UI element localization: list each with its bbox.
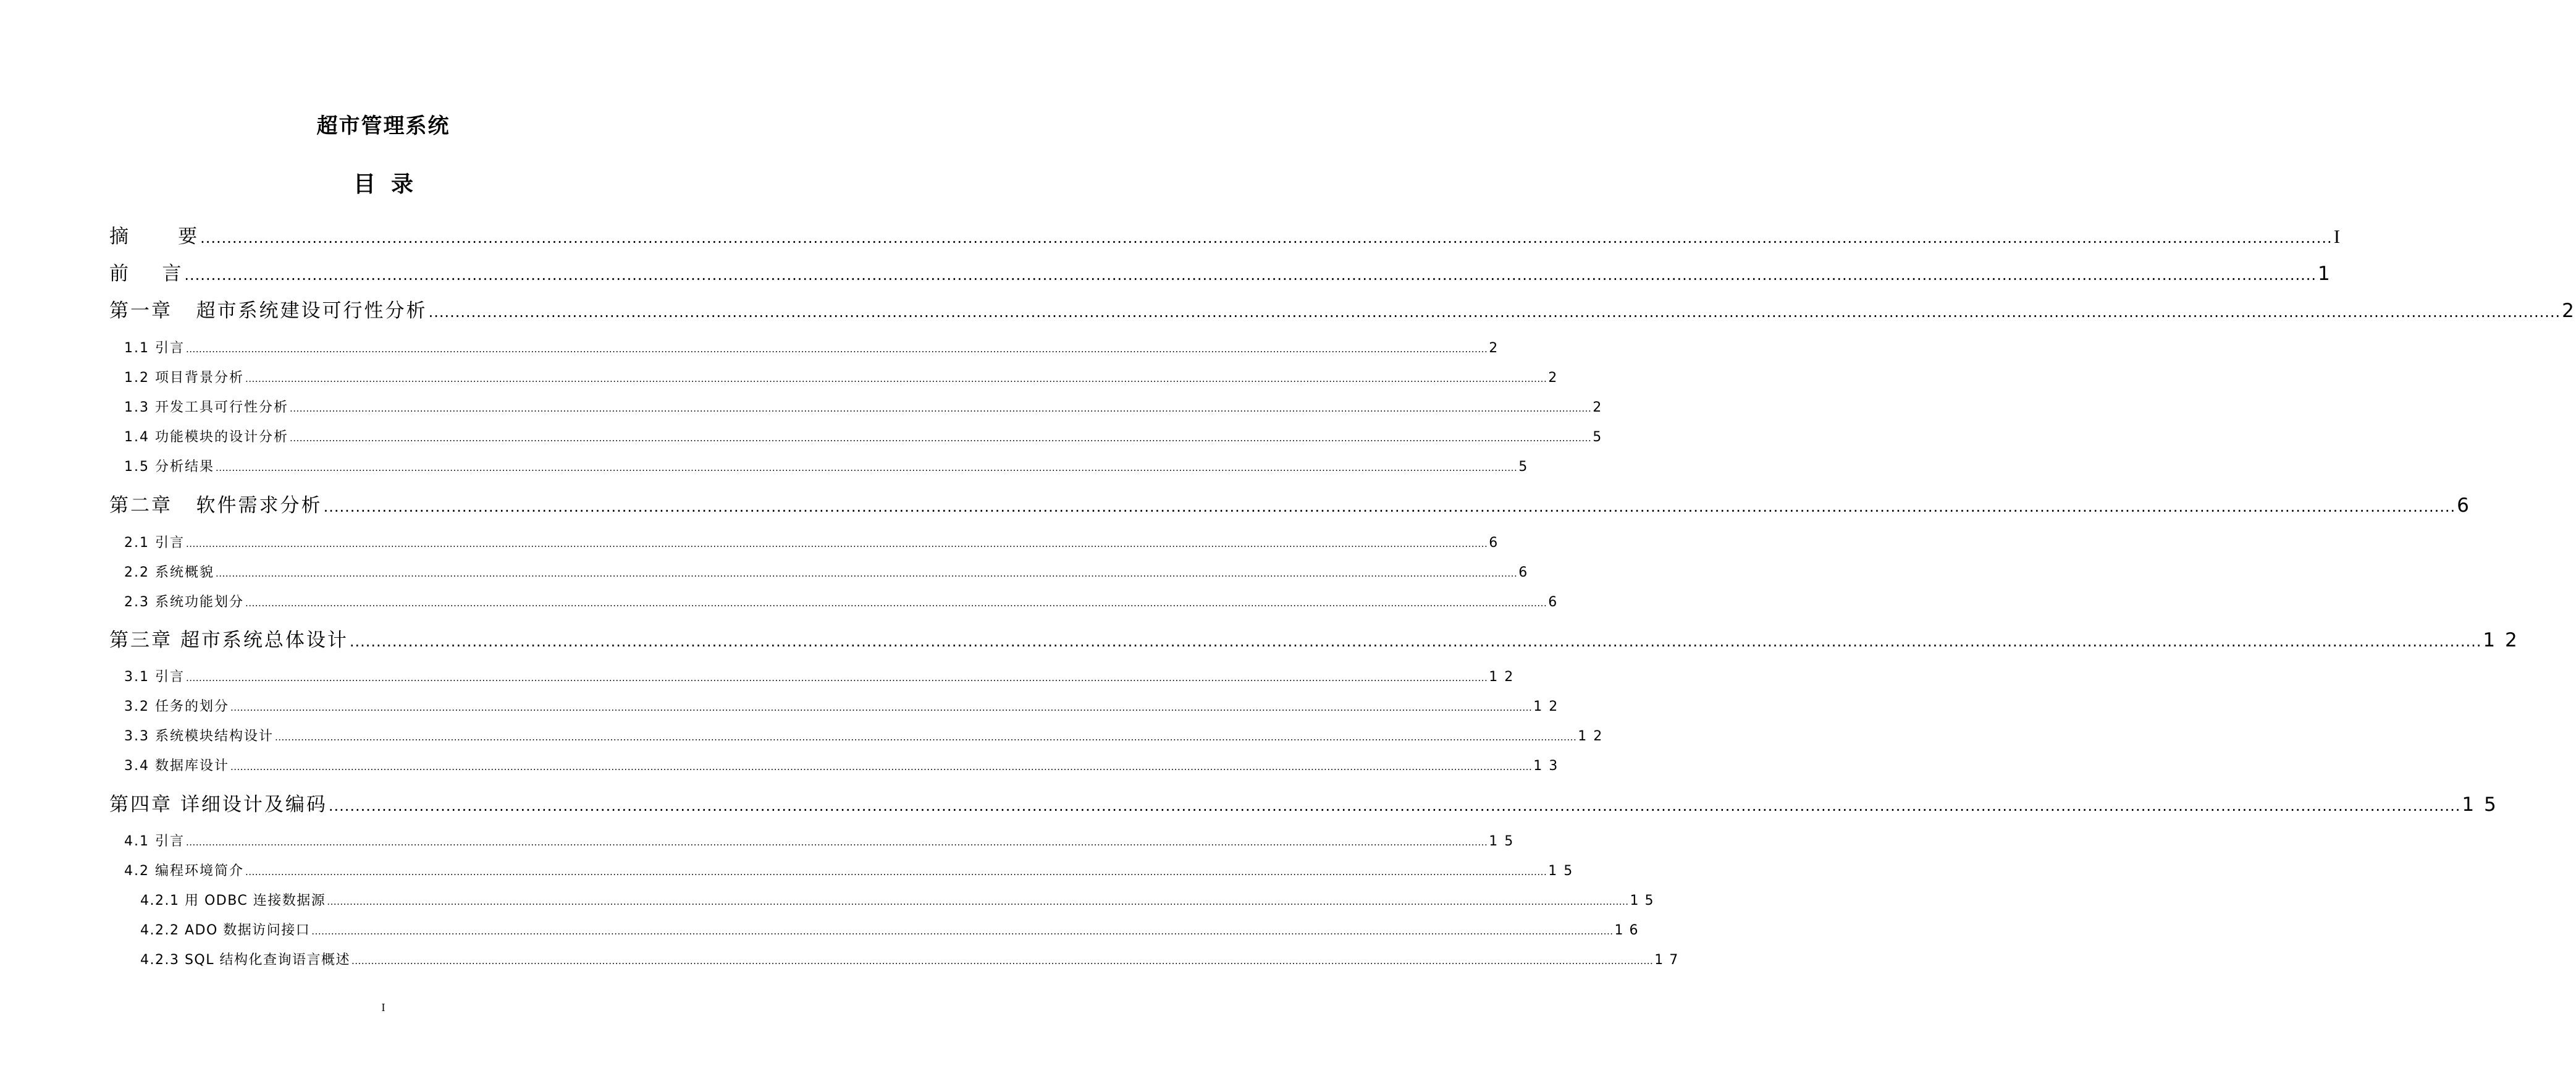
toc-entry-label: 摘 要 [109,226,200,248]
toc-entry-page: 1 2 [1578,729,1604,744]
toc-entry-page: 1 5 [1630,893,1655,908]
toc-entry-label: 第一章 超市系统建设可行性分析 [109,300,427,322]
toc-entry-2-1[interactable] [124,532,1499,551]
toc-leader: ................................................................................................................................................................................................................................................................................................................................................................................................................ [428,303,2561,321]
toc-entry-chapter-1[interactable] [109,295,2576,323]
toc-entry-page: 1 [2317,263,2332,285]
toc-leader: ................................................................................................................................................................................................................................................................................................................................................................................................................ [311,926,1614,937]
toc-entry-label: 4.2.3 SQL 结构化查询语言概述 [140,952,351,968]
toc-leader: ................................................................................................................................................................................................................................................................................................................................................................................................................ [245,598,1547,609]
toc-entry-page: 1 5 [1548,863,1574,879]
toc-entry-label: 第二章 软件需求分析 [109,494,322,517]
toc-entry-label: 2.3 系统功能划分 [124,595,244,610]
toc-entry-page: 5 [1593,430,1603,445]
toc-entry-label: 1.5 分析结果 [124,459,214,475]
toc-leader: ................................................................................................................................................................................................................................................................................................................................................................................................................ [215,462,1518,473]
toc-entry-1-2[interactable] [124,367,1559,386]
toc-leader: ................................................................................................................................................................................................................................................................................................................................................................................................................ [185,672,1488,684]
toc-leader: ................................................................................................................................................................................................................................................................................................................................................................................................................ [245,373,1547,384]
toc-entry-3-2[interactable] [124,696,1559,715]
toc-leader: ................................................................................................................................................................................................................................................................................................................................................................................................................ [289,403,1592,414]
toc-leader: ................................................................................................................................................................................................................................................................................................................................................................................................................ [328,797,2461,815]
toc-entry-4-2-2[interactable] [140,920,1639,939]
toc-entry-label: 第三章 超市系统总体设计 [109,629,348,651]
toc-heading: 目 录 [353,172,414,197]
toc-leader: ................................................................................................................................................................................................................................................................................................................................................................................................................ [245,866,1547,878]
toc-entry-1-3[interactable] [124,397,1603,416]
toc-entry-4-1[interactable] [124,831,1515,850]
toc-leader: ................................................................................................................................................................................................................................................................................................................................................................................................................ [327,896,1629,907]
toc-entry-1-1[interactable] [124,337,1499,357]
toc-entry-page: 1 7 [1654,952,1679,968]
toc-entry-3-4[interactable] [124,755,1559,774]
toc-entry-label: 3.2 任务的划分 [124,699,229,714]
toc-entry-page: 1 2 [1489,669,1515,685]
toc-leader: ................................................................................................................................................................................................................................................................................................................................................................................................................ [323,498,2456,515]
toc-entry-label: 1.1 引言 [124,341,185,356]
toc-entry-1-5[interactable] [124,456,1529,475]
document-title: 超市管理系统 [316,114,450,138]
toc-entry-page: 6 [1489,535,1499,551]
toc-entry-page: 1 5 [1489,834,1515,849]
toc-entry-page: 6 [1518,565,1529,580]
toc-entry-page: 1 2 [2483,629,2519,651]
toc-entry-page: 1 5 [2462,794,2498,816]
toc-entry-3-1[interactable] [124,666,1515,685]
toc-leader: ................................................................................................................................................................................................................................................................................................................................................................................................................ [274,732,1577,743]
toc-leader: ................................................................................................................................................................................................................................................................................................................................................................................................................ [230,702,1533,713]
toc-entry-chapter-2[interactable] [109,489,2471,517]
toc-entry-preface[interactable] [109,258,2332,286]
toc-entry-label: 2.1 引言 [124,535,185,551]
toc-entry-page: 1 6 [1614,923,1639,938]
toc-leader: ................................................................................................................................................................................................................................................................................................................................................................................................................ [184,266,2317,284]
toc-entry-2-3[interactable] [124,591,1559,611]
toc-entry-label: 前 言 [109,263,183,285]
toc-entry-label: 1.4 功能模块的设计分析 [124,430,288,445]
toc-leader: ................................................................................................................................................................................................................................................................................................................................................................................................................ [289,433,1592,444]
toc-entry-label: 1.2 项目背景分析 [124,370,244,386]
toc-entry-page: 2 [1489,341,1499,356]
toc-entry-page: 2 [1593,400,1603,415]
toc-leader: ................................................................................................................................................................................................................................................................................................................................................................................................................ [185,538,1488,549]
toc-entry-abstract[interactable] [109,221,2341,248]
toc-leader: ................................................................................................................................................................................................................................................................................................................................................................................................................ [185,837,1488,848]
toc-entry-page: 1 3 [1533,758,1559,774]
toc-entry-2-2[interactable] [124,562,1529,581]
toc-leader: ................................................................................................................................................................................................................................................................................................................................................................................................................ [349,633,2482,650]
toc-entry-page: 2 [2562,300,2576,322]
toc-entry-page: 6 [1548,595,1559,610]
toc-entry-chapter-4[interactable] [109,789,2498,816]
toc-entry-label: 4.2 编程环境简介 [124,863,244,879]
toc-entry-chapter-3[interactable] [109,624,2519,652]
toc-leader: ................................................................................................................................................................................................................................................................................................................................................................................................................ [230,761,1533,773]
toc-entry-label: 第四章 详细设计及编码 [109,794,327,816]
toc-entry-label: 2.2 系统概貌 [124,565,214,580]
toc-entry-label: 3.1 引言 [124,669,185,685]
toc-entry-4-2-3[interactable] [140,949,1679,968]
toc-entry-label: 3.3 系统模块结构设计 [124,729,274,744]
toc-entry-page: 6 [2457,494,2471,517]
toc-entry-4-2[interactable] [124,860,1574,879]
toc-entry-label: 3.4 数据库设计 [124,758,229,774]
toc-entry-3-3[interactable] [124,726,1604,745]
toc-leader: ................................................................................................................................................................................................................................................................................................................................................................................................................ [200,229,2333,247]
toc-entry-label: 4.2.1 用 ODBC 连接数据源 [140,893,326,908]
toc-leader: ................................................................................................................................................................................................................................................................................................................................................................................................................ [185,344,1488,355]
toc-entry-1-4[interactable] [124,426,1603,446]
toc-entry-4-2-1[interactable] [140,890,1655,909]
toc-leader: ................................................................................................................................................................................................................................................................................................................................................................................................................ [351,955,1654,967]
toc-entry-page: I [2333,226,2341,247]
page-number: I [381,1001,385,1014]
toc-entry-page: 2 [1548,370,1559,386]
toc-entry-label: 4.1 引言 [124,834,185,849]
toc-entry-page: 1 2 [1533,699,1559,714]
toc-entry-label: 1.3 开发工具可行性分析 [124,400,288,415]
toc-leader: ................................................................................................................................................................................................................................................................................................................................................................................................................ [215,568,1518,579]
toc-entry-label: 4.2.2 ADO 数据访问接口 [140,923,311,938]
toc-entry-page: 5 [1518,459,1529,475]
